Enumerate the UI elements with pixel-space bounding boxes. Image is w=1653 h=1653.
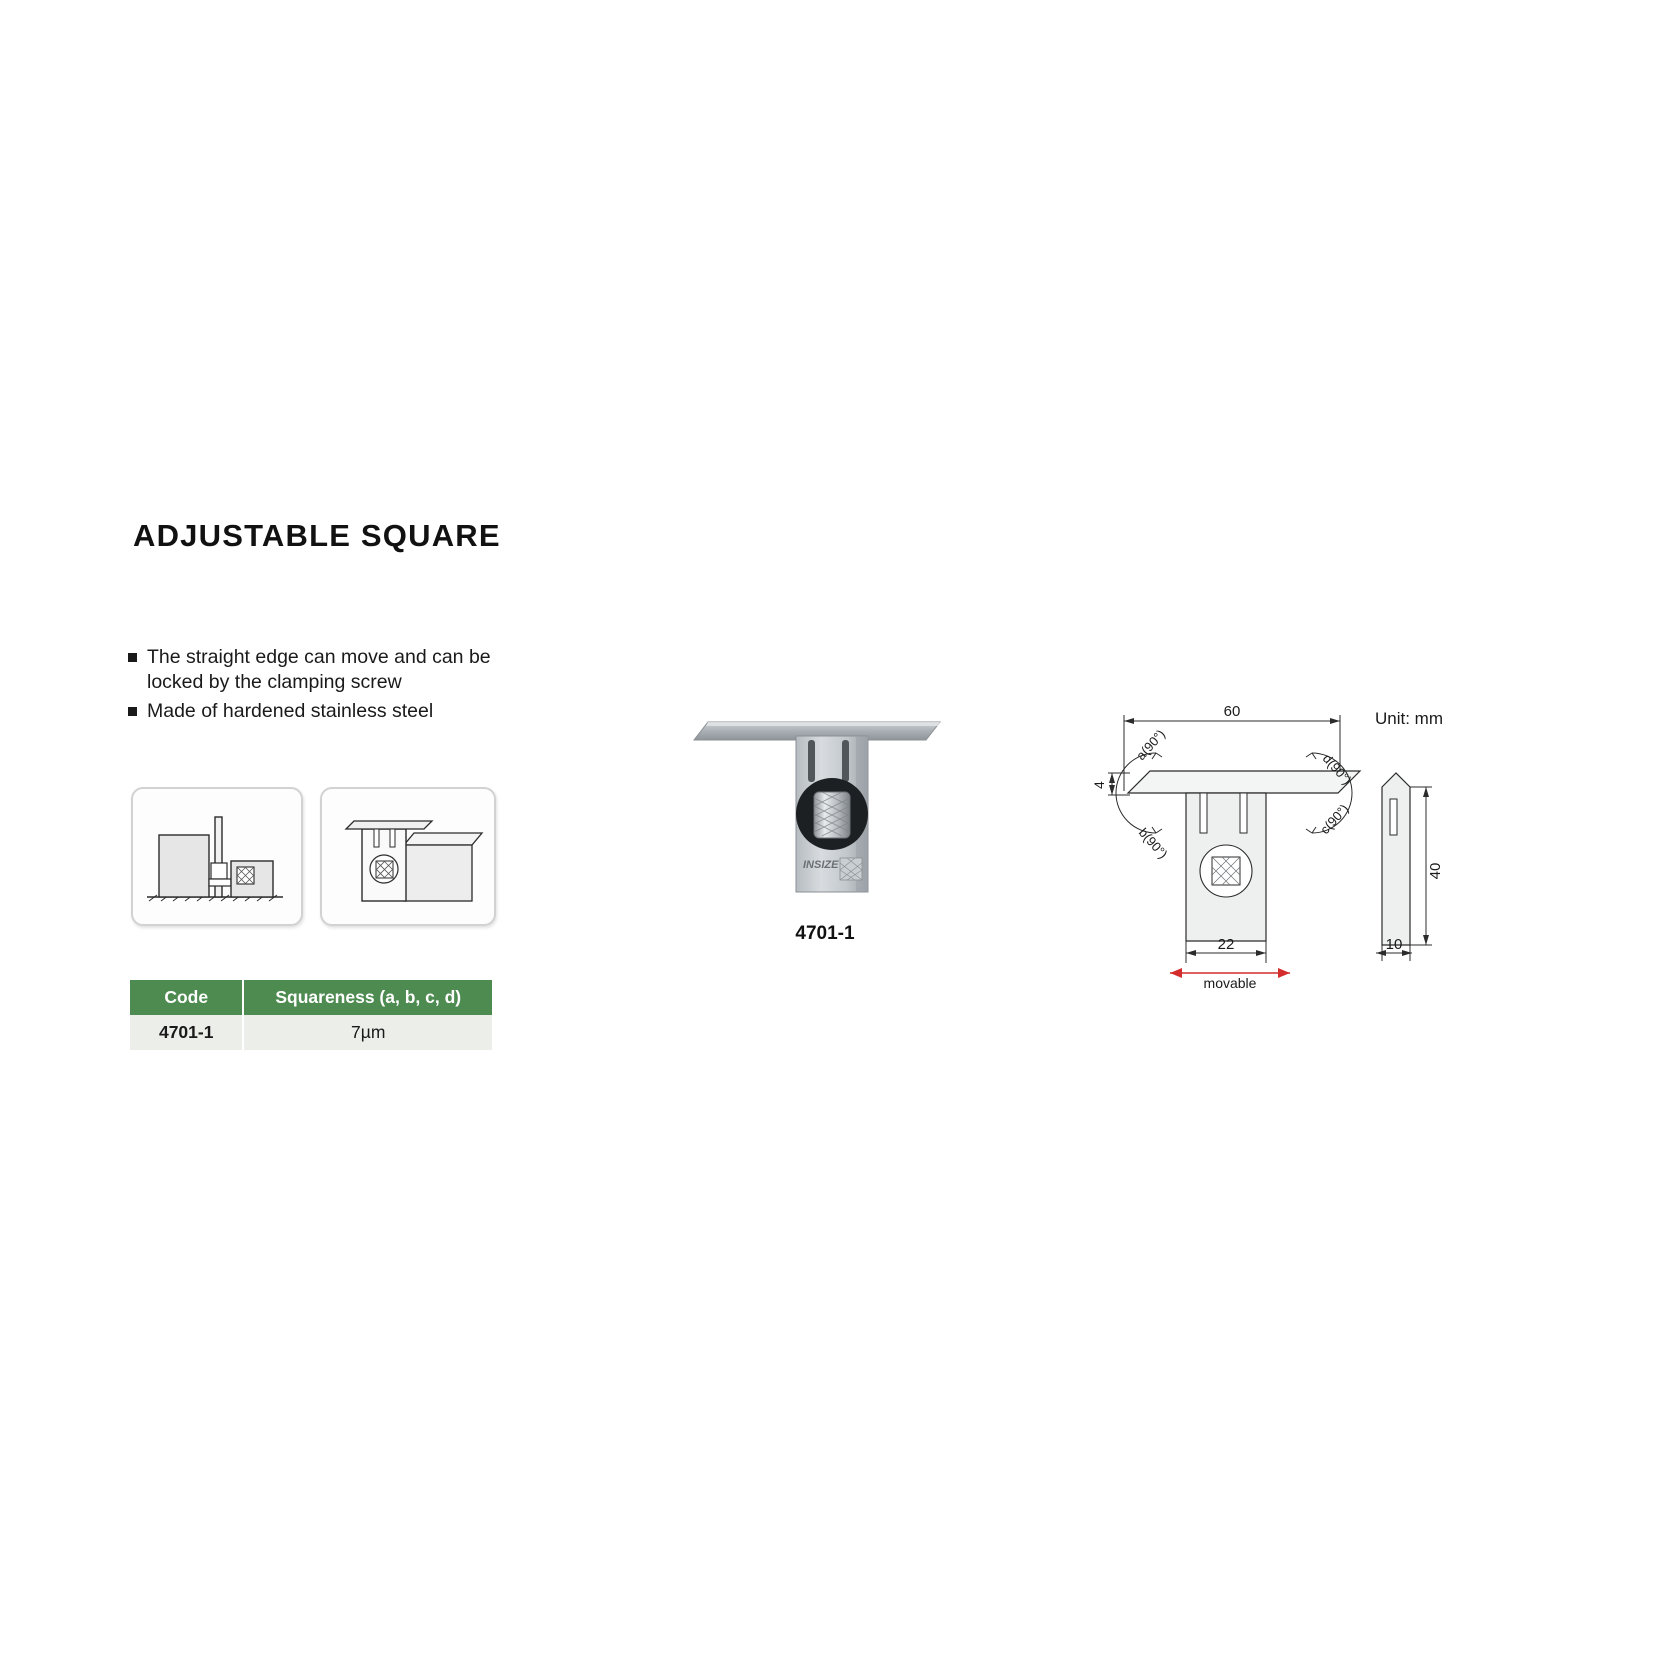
dim-60-label: 60 (1223, 703, 1241, 720)
application-thumbnail-2 (320, 787, 496, 926)
angle-a-label: a(90°) (1133, 726, 1169, 764)
cell-code: 4701-1 (130, 1015, 243, 1050)
list-item (128, 645, 528, 695)
product-photo (690, 700, 960, 915)
square-bullet-icon (128, 707, 137, 716)
angle-d-label: d(90°) (1319, 750, 1355, 788)
dimension-drawing (1090, 695, 1460, 1005)
cell-squareness: 7µm (243, 1015, 492, 1050)
list-item (128, 699, 528, 724)
unit-label: Unit: mm (1375, 709, 1443, 728)
column-header-code: Code (130, 980, 243, 1015)
angle-b-label: b(90°) (1135, 824, 1171, 862)
square-bullet-icon (128, 653, 137, 662)
dim-22-label: 22 (1217, 936, 1235, 953)
feature-text: The straight edge can move and can be locked by the clamping screw (147, 646, 491, 693)
technical-drawing (1090, 695, 1460, 1005)
table-row (130, 1015, 492, 1050)
feature-text: Made of hardened stainless steel (147, 700, 434, 722)
movable-label: movable (1203, 975, 1257, 991)
angle-c-label: c(90°) (1317, 801, 1352, 838)
specification-table (130, 980, 492, 1050)
column-header-squareness: Squareness (a, b, c, d) (243, 980, 492, 1015)
table-header-row (130, 980, 492, 1015)
application-thumbnail-1 (131, 787, 303, 926)
dim-40-label: 40 (1427, 862, 1444, 880)
application-illustration-1 (133, 789, 297, 920)
svg-text:INSIZE: INSIZE (803, 859, 839, 871)
page-title: ADJUSTABLE SQUARE (133, 518, 501, 553)
product-illustration (690, 700, 960, 915)
dim-10-label: 10 (1385, 936, 1403, 953)
product-code-label: 4701-1 (795, 923, 855, 944)
dim-4-label: 4 (1091, 781, 1107, 789)
application-illustration-2 (322, 789, 490, 920)
feature-list (128, 645, 528, 728)
